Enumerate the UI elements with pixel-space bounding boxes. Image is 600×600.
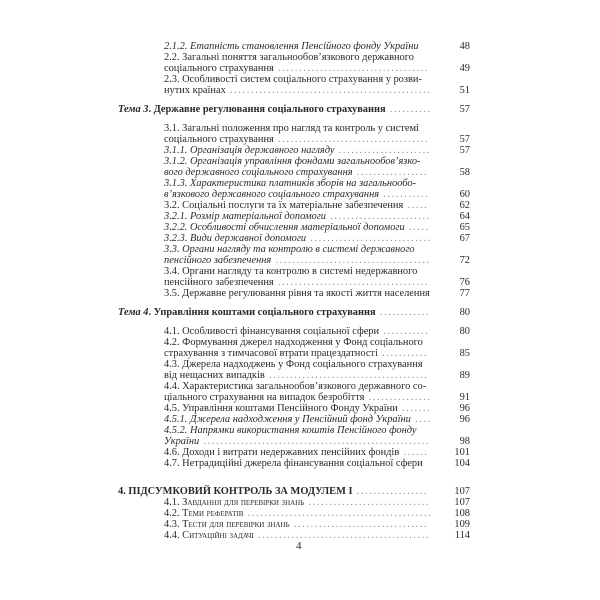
toc-entry-page: 65 bbox=[459, 222, 470, 233]
toc-entry-title bbox=[164, 145, 431, 156]
toc-entry-title bbox=[164, 425, 416, 436]
entry-text: 4.4. Ситуаційні задачі bbox=[164, 530, 254, 541]
toc-entry-title bbox=[164, 189, 429, 200]
entry-text: 3.2.3. Види державної допомоги bbox=[164, 233, 307, 244]
dot-leader: ................. bbox=[352, 167, 429, 178]
toc-entry-page: 98 bbox=[459, 436, 470, 447]
theme-title: . Державне регулювання соціального страхування bbox=[148, 104, 386, 115]
entry-text: 3.2. Соціальні послуги та їх матеріальне забезпечення bbox=[164, 200, 404, 211]
toc-entry-title bbox=[118, 104, 432, 115]
toc-entry-title bbox=[164, 519, 428, 530]
entry-text: 4.5.2. Напрямки використання коштів Пенсійного фонду bbox=[164, 425, 417, 436]
toc-entry-page: 49 bbox=[459, 63, 470, 74]
toc-entry-page: 62 bbox=[459, 200, 470, 211]
toc-entry-title bbox=[164, 337, 423, 348]
dot-leader: ...................... bbox=[334, 145, 431, 156]
toc-entry-title bbox=[164, 266, 417, 277]
toc-entry-page: 80 bbox=[459, 326, 470, 337]
toc-entry-title bbox=[118, 307, 430, 318]
dot-leader: ............................. bbox=[306, 233, 433, 244]
dot-leader: ...................................... bbox=[264, 370, 429, 381]
toc-entry-page: 77 bbox=[459, 288, 470, 299]
toc-entry-title bbox=[118, 486, 428, 497]
entry-text: ціального страхування на випадок безробіття bbox=[164, 392, 365, 403]
toc-entry-title bbox=[164, 85, 431, 96]
toc-entry-title bbox=[164, 211, 431, 222]
dot-leader: ..................................... bbox=[271, 255, 431, 266]
dot-leader: .......... bbox=[385, 104, 432, 115]
toc-entry-title bbox=[164, 178, 416, 189]
dot-leader: ................. bbox=[352, 486, 429, 497]
entry-text: 3.1.1. Організація державного нагляду bbox=[164, 145, 335, 156]
toc-entry-page: 89 bbox=[459, 370, 470, 381]
toc-entry-page: 96 bbox=[459, 403, 470, 414]
entry-text: 4.2. Формування джерел надходження у Фонд соціального bbox=[164, 337, 423, 348]
entry-text: 4.1. Завдання для перевірки знань bbox=[164, 497, 305, 508]
toc-entry-title bbox=[164, 392, 432, 403]
toc-entry-page: 51 bbox=[459, 85, 470, 96]
dot-leader: .... bbox=[410, 414, 432, 425]
dot-leader: ......................................... bbox=[253, 530, 431, 541]
entry-text: 3.1. Загальні положення про нагляд та контроль у системі bbox=[164, 123, 419, 134]
toc-entry-title bbox=[164, 381, 426, 392]
entry-text: 4.2. Теми рефератів bbox=[164, 508, 244, 519]
toc-entry-title bbox=[164, 41, 419, 52]
entry-text: пенсійного забезпечення bbox=[164, 277, 274, 288]
toc-entry-title bbox=[164, 63, 429, 74]
toc-entry-page: 57 bbox=[459, 145, 470, 156]
toc-entry-title bbox=[164, 52, 414, 63]
toc-entry-title bbox=[164, 370, 428, 381]
dot-leader: ........................ bbox=[325, 211, 431, 222]
dot-leader: ...................................................... bbox=[199, 436, 431, 447]
toc-entry-title bbox=[164, 447, 429, 458]
entry-text: 3.3. Органи нагляду та контролю в системі державного bbox=[164, 244, 415, 255]
entry-text: 4.1. Особливості фінансування соціальної сфери bbox=[164, 326, 380, 337]
entry-text: 3.2.2. Особливості обчислення матеріальної допомоги bbox=[164, 222, 405, 233]
toc-entry-title bbox=[164, 244, 415, 255]
toc-entry-page: 58 bbox=[459, 167, 470, 178]
dot-leader: ........... bbox=[379, 326, 430, 337]
entry-text: 3.1.2. Організація управління фондами загальнообов’язко- bbox=[164, 156, 421, 167]
toc-entry-page: 72 bbox=[459, 255, 470, 266]
toc-entry-page: 96 bbox=[459, 414, 470, 425]
entry-text: 2.1.2. Етапність становлення Пенсійного фонду України bbox=[164, 41, 419, 52]
entry-text: соціального страхування bbox=[164, 134, 274, 145]
toc-entry-page: 48 bbox=[459, 41, 470, 52]
toc-entry-title bbox=[164, 458, 423, 469]
toc-entry-page: 67 bbox=[459, 233, 470, 244]
entry-text: 3.1.3. Характеристика платників зборів на загальнообо- bbox=[164, 178, 416, 189]
toc-entry-title bbox=[164, 123, 419, 134]
entry-text: від нещасних випадків bbox=[164, 370, 265, 381]
dot-leader: .................................... bbox=[273, 63, 430, 74]
toc-entry-title bbox=[164, 497, 430, 508]
toc-entry-title bbox=[164, 74, 422, 85]
dot-leader: ............ bbox=[375, 307, 431, 318]
entry-text: соціального страхування bbox=[164, 63, 274, 74]
entry-text: 4.5. Управління коштами Пенсійного Фонду України bbox=[164, 403, 398, 414]
toc-entry-page: 114 bbox=[454, 530, 470, 541]
entry-text: 4.7. Нетрадиційні джерела фінансування соціальної сфери bbox=[164, 458, 423, 469]
dot-leader: ............................. bbox=[304, 497, 431, 508]
theme-title: . Управління коштами соціального страхування bbox=[148, 307, 376, 318]
toc-entry-title bbox=[164, 326, 429, 337]
toc-entry-page: 76 bbox=[459, 277, 470, 288]
toc-entry-page: 60 bbox=[459, 189, 470, 200]
toc-entry-page: 57 bbox=[459, 104, 470, 115]
toc-entry-page: 85 bbox=[459, 348, 470, 359]
dot-leader: ................................................ bbox=[225, 85, 432, 96]
page-number: 4 bbox=[296, 540, 302, 552]
entry-text: 3.2.1. Розмір матеріальної допомоги bbox=[164, 211, 326, 222]
entry-text: 4.3. Джерела надходжень у Фонд соціального страхування bbox=[164, 359, 423, 370]
dot-leader: ..... bbox=[403, 200, 429, 211]
entry-text: 3.5. Державне регулювання рівня та якості життя населення bbox=[164, 288, 430, 299]
dot-leader: ............................................ bbox=[243, 508, 433, 519]
toc-entry-title bbox=[164, 288, 430, 299]
entry-text: 4.6. Доходи і витрати недержавних пенсійних фондів bbox=[164, 447, 400, 458]
entry-text: 2.2. Загальні поняття загальнообов’язкового державного bbox=[164, 52, 414, 63]
toc-entry-page: 107 bbox=[454, 486, 470, 497]
toc-entry-page: 91 bbox=[459, 392, 470, 403]
entry-text: 2.3. Особливості систем соціального страхування у розви- bbox=[164, 74, 422, 85]
theme-prefix: Тема 3 bbox=[118, 104, 149, 115]
dot-leader: ....... bbox=[397, 403, 432, 414]
toc-entry-title bbox=[164, 255, 431, 266]
toc-entry-title bbox=[164, 233, 432, 244]
entry-text: 4. ПІДСУМКОВИЙ КОНТРОЛЬ ЗА МОДУЛЕМ І bbox=[118, 486, 353, 497]
dot-leader: ...... bbox=[399, 447, 429, 458]
dot-leader: .................................... bbox=[273, 277, 430, 288]
toc-entry-title bbox=[164, 277, 429, 288]
theme-prefix: Тема 4 bbox=[118, 307, 149, 318]
toc-entry-title bbox=[164, 359, 423, 370]
entry-text: 4.5.1. Джерела надходження у Пенсійний фонд України bbox=[164, 414, 411, 425]
entry-text: вого державного соціального страхування bbox=[164, 167, 353, 178]
dot-leader: ............... bbox=[364, 392, 432, 403]
entry-text: страхування з тимчасової втрати працездатності bbox=[164, 348, 378, 359]
toc-entry-title bbox=[164, 414, 432, 425]
toc-entry-title bbox=[164, 508, 432, 519]
entry-text: 3.4. Органи нагляду та контролю в системі недержавного bbox=[164, 266, 418, 277]
dot-leader: ........... bbox=[377, 348, 429, 359]
toc-entry-title bbox=[164, 167, 428, 178]
dot-leader: ..... bbox=[404, 222, 430, 233]
toc-entry-title bbox=[164, 436, 430, 447]
toc-entry-page: 109 bbox=[454, 519, 470, 530]
toc-entry-page: 57 bbox=[459, 134, 470, 145]
entry-text: пенсійного забезпечення bbox=[164, 255, 272, 266]
toc-entry-page: 107 bbox=[454, 497, 470, 508]
toc-entry-title bbox=[164, 200, 428, 211]
entry-text: України bbox=[164, 436, 200, 447]
entry-text: в’язкового державного соціального страхування bbox=[164, 189, 380, 200]
dot-leader: ........... bbox=[379, 189, 430, 200]
toc-entry-title bbox=[164, 134, 429, 145]
entry-text: нутих країнах bbox=[164, 85, 226, 96]
toc-entry-page: 108 bbox=[454, 508, 470, 519]
toc-entry-page: 104 bbox=[454, 458, 470, 469]
toc-entry-page: 64 bbox=[459, 211, 470, 222]
dot-leader: ................................ bbox=[289, 519, 429, 530]
toc-entry-title bbox=[164, 348, 428, 359]
toc-entry-title bbox=[164, 403, 431, 414]
dot-leader: .................................... bbox=[273, 134, 430, 145]
entry-text: 4.4. Характеристика загальнообов’язкового державного со- bbox=[164, 381, 427, 392]
toc-entry-page: 101 bbox=[454, 447, 470, 458]
toc-entry-title bbox=[164, 156, 420, 167]
toc-entry-page: 80 bbox=[459, 307, 470, 318]
toc-entry-title bbox=[164, 222, 430, 233]
entry-text: 4.3. Тести для перевірки знань bbox=[164, 519, 290, 530]
